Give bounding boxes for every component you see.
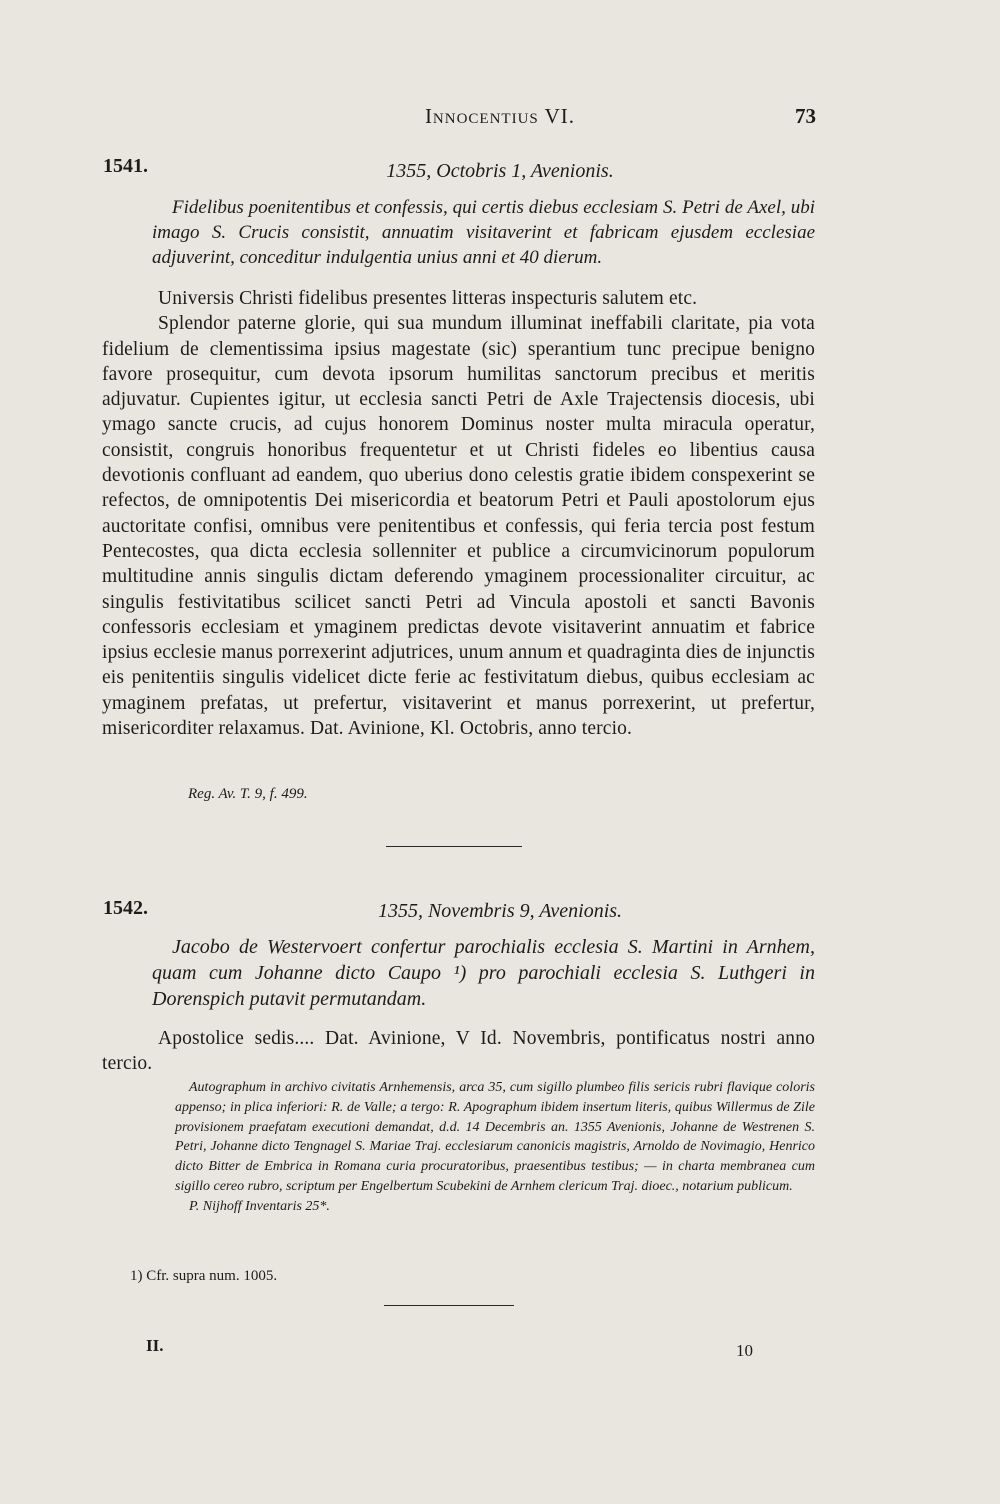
entry-body-1542 [102,1026,815,1077]
letter-body: Apostolice sedis.... Dat. Avinione, V Id. Novembris, pontificatus nostri anno tercio. [102,1028,815,1075]
entry-body-1541 [102,286,815,741]
entry-date-1541: 1355, Octobris 1, Avenionis. [386,160,614,182]
archival-note-1542 [175,1078,815,1217]
entry-date-1542: 1355, Novembris 9, Avenionis. [377,900,623,922]
footnote: 1) Cfr. supra num. 1005. [130,1268,278,1284]
register-reference-1541: Reg. Av. T. 9, f. 499. [188,786,308,802]
page-number: 73 [795,104,816,128]
entry-summary-1541: Fidelibus poenitentibus et confessis, qui certis diebus ecclesiam S. Petri de Axel, ubi imago S. Crucis consistit, annuatim visitaverint et fabricam ejusdem ecclesiae adjuverint, conceditur indulgentia unius anni et 40 dierum. [152,197,815,268]
letter-body: Splendor paterne glorie, qui sua mundum illuminat ineffabili claritate, pia vota fidelium de clementissima ipsius magestate (sic) sperantium tunc precipue benigno favore prosequitur, cum devota ipsorum humilitas sanctorum precibus et meritis adjuvatur. Cupientes igitur, ut ecclesia sancti Petri de Axle Trajectensis diocesis, ubi ymago sancte crucis, ad cujus honorem Dominus noster multa miracula operatur, consistit, congruis honoribus frequentetur et ut Christi fideles eo libentius causa devotionis confluant ad eandem, quo uberius dono celestis gratie ibidem conspexerint se refectos, de omnipotentis Dei misericordia et beatorum Petri et Pauli apostolorum ejus auctoritate confisi, omnibus vere penitentibus et confessis, qui feria tercia post festum Pentecostes, qua dicta ecclesia sollenniter et publice a circumvicinorum populorum multitudine annis singulis dictam deferendo ymaginem processionaliter circuitur, ac singulis festivitatibus scilicet sancti Petri ad Vincula apostoli et sancti Bavonis confessoris ecclesiam et ymaginem predictas devote visitaverint annuatim et fabrice ipsius ecclesie manus porrexerint adjutrices, unum annum et quadraginta dies de injunctis eis penitentiis singulis videlicet dicte ferie ac festivitatum diebus, quibus ecclesiam ac ymaginem prefatas, ut prefertur, visitaverint et manus porrexerint, ut prefertur, misericorditer relaxamus. Dat. Avinione, Kl. Octobris, anno tercio. [102,313,815,740]
sheet-number: 10 [736,1341,753,1360]
entry-number-1541: 1541. [103,155,148,177]
entry-number-1542: 1542. [103,897,148,919]
section-divider [386,846,522,847]
inventory-reference: P. Nijhoff Inventaris 25*. [189,1198,330,1214]
salutation: Universis Christi fidelibus presentes litteras inspecturis salutem etc. [158,288,698,309]
running-header-title: Innocentius VI. [424,104,576,128]
entry-summary-1542: Jacobo de Westervoert confertur parochialis ecclesia S. Martini in Arnhem, quam cum Johanne dicto Caupo ¹) pro parochiali ecclesia S. Luthgeri in Dorenspich putavit permutandam. [152,936,815,1010]
footer-divider [384,1305,514,1306]
signature-mark: II. [146,1336,164,1355]
autograph-description: Autographum in archivo civitatis Arnhemensis, arca 35, cum sigillo plumbeo filis sericis rubri flavique coloris appenso; in plica inferiori: R. de Valle; a tergo: R. Apographum ibidem insertum literis, quibus Willermus de Zile provisionem praefatam executioni demandat, d.d. 14 Decembris an. 1355 Avenionis, Johanne de Westrenen S. Petri, Johanne dicto Tengnagel S. Mariae Traj. ecclesiarum canonicis magistris, Arnoldo de Novimagio, Henrico dicto Bitter de Embrica in Romana curia procuratoribus, praesentibus testibus; — in charta membranea cum sigillo cereo rubro, scriptum per Engelbertum Scubekini de Arnhem clericum Traj. dioec., notarium publicum. [175,1080,815,1194]
